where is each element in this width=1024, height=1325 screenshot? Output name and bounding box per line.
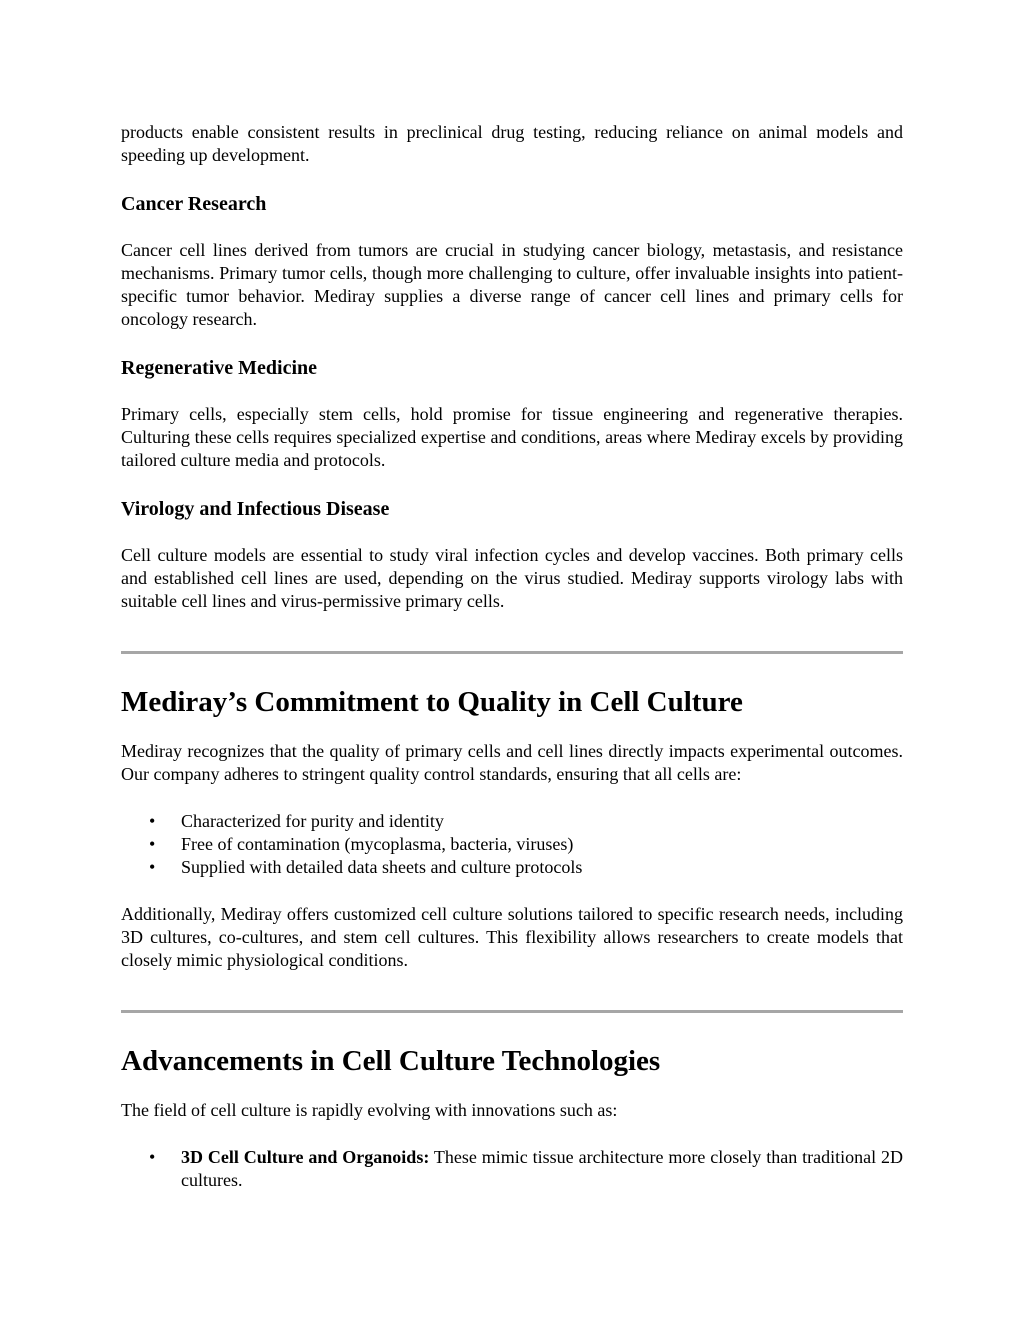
regenerative-medicine-heading: Regenerative Medicine [121, 357, 318, 379]
list-item: • Characterized for purity and identity [149, 811, 444, 831]
quality-section-heading: Mediray’s Commitment to Quality in Cell Culture [121, 686, 743, 718]
advancements-bullet-list [121, 1146, 903, 1192]
advancements-intro-paragraph: The field of cell culture is rapidly evolving with innovations such as: [121, 1100, 618, 1120]
cancer-research-paragraph: Cancer cell lines derived from tumors are crucial in studying cancer biology, metastasis, and resistance mechanisms. Primary tumor cells, though more challenging to culture, offer invaluable insights into patient-specific tumor behavior. Mediray supplies a diverse range of cancer cell lines and primary cells for oncology research. [121, 240, 903, 329]
list-item: • Supplied with detailed data sheets and culture protocols [149, 857, 583, 877]
quality-intro-paragraph: Mediray recognizes that the quality of primary cells and cell lines directly impacts experimental outcomes. Our company adheres to stringent quality control standards, ensuring that all cells are: [121, 741, 903, 784]
cancer-research-heading: Cancer Research [121, 193, 267, 215]
document-page [121, 121, 903, 1192]
list-item: • Free of contamination (mycoplasma, bacteria, viruses) [149, 834, 574, 854]
advancements-section-heading: Advancements in Cell Culture Technologies [121, 1045, 661, 1077]
list-item [121, 1146, 903, 1192]
bullet-icon: • [149, 811, 156, 831]
bullet-term: 3D Cell Culture and Organoids: [181, 1147, 430, 1167]
quality-closing-paragraph: Additionally, Mediray offers customized cell culture solutions tailored to specific research needs, including 3D cultures, co-cultures, and stem cell cultures. This flexibility allows researchers to create models that closely mimic physiological conditions. [121, 904, 903, 970]
bullet-icon: • [149, 857, 156, 877]
quality-bullet-list [121, 810, 903, 879]
virology-paragraph: Cell culture models are essential to study viral infection cycles and develop vaccines. Both primary cells and established cell lines are used, depending on the virus studied. Mediray supports virology labs with suitable cell lines and virus-permissive primary cells. [121, 545, 903, 611]
virology-heading: Virology and Infectious Disease [121, 498, 390, 520]
bullet-description: These mimic tissue architecture more closely than traditional 2D cultures. [181, 1147, 903, 1190]
bullet-icon: • [149, 1147, 156, 1167]
intro-continuation-paragraph: products enable consistent results in preclinical drug testing, reducing reliance on animal models and speeding up development. [121, 122, 903, 165]
bullet-icon: • [149, 834, 156, 854]
regenerative-medicine-paragraph: Primary cells, especially stem cells, hold promise for tissue engineering and regenerative therapies. Culturing these cells requires specialized expertise and conditions, areas where Mediray excels by providing tailored culture media and protocols. [121, 404, 903, 470]
